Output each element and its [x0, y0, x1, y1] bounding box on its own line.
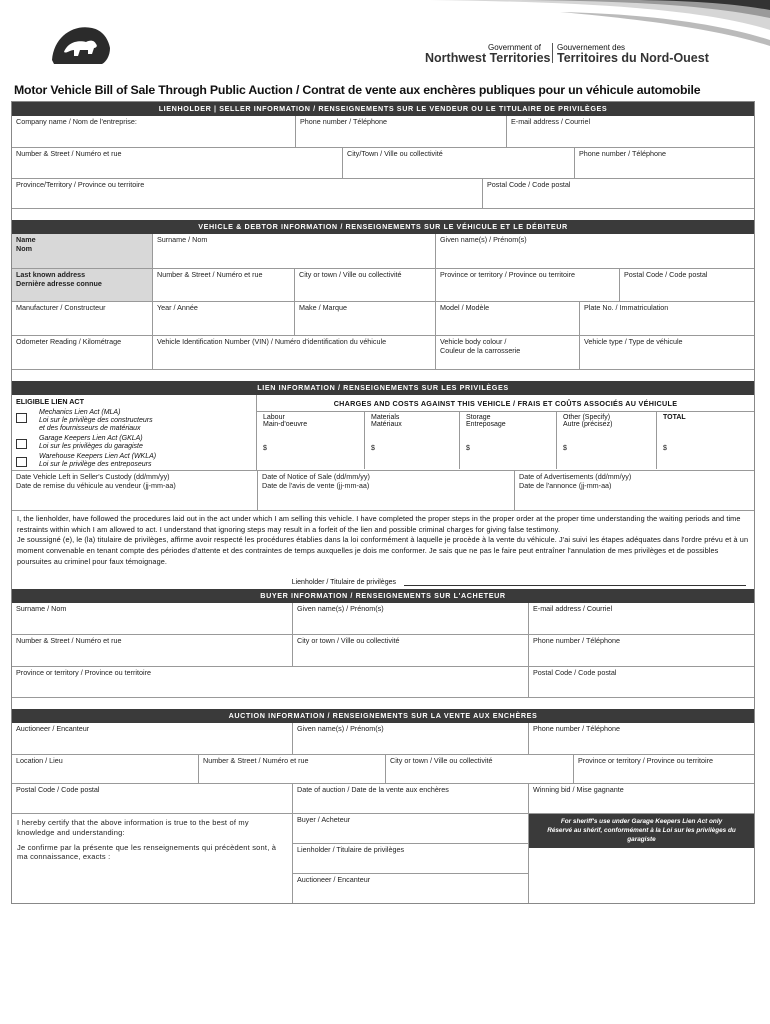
charges-title: CHARGES AND COSTS AGAINST THIS VEHICLE / FRAIS ET COÛTS ASSOCIÉS AU VÉHICULE [333, 399, 678, 408]
other-label: Other (Specify) [563, 414, 611, 421]
odometer-field[interactable]: Odometer Reading / Kilométrage [16, 337, 122, 346]
header-divider [552, 43, 553, 63]
certification-statement [12, 814, 292, 903]
materials-label-fr: Matériaux [371, 421, 402, 428]
sheriff-use-fr: Réservé au shérif, conformément à la Loi sur les privilèges du garagiste [547, 826, 736, 843]
date-adv-en: Date of Advertisements (dd/mm/yy) [519, 472, 632, 482]
auction-section-heading: AUCTION INFORMATION / RENSEIGNEMENTS SUR LA VENTE AUX ENCHÈRES [12, 709, 754, 723]
section-gap [12, 369, 754, 381]
sheriff-use-box [528, 814, 754, 903]
auction-postal-field[interactable]: Postal Code / Code postal [16, 785, 100, 795]
buyer-surname-field[interactable]: Surname / Nom [16, 604, 67, 614]
date-left-custody-field[interactable] [12, 471, 257, 510]
certify-fr: Je confirme par la présente que les renseignements qui précèdent sont, à ma connaissance, exacts : [17, 842, 277, 862]
auction-location-field[interactable]: Location / Lieu [16, 756, 63, 766]
date-adv-fr: Date de l'annonce (jj-mm-aa) [519, 480, 612, 490]
lienholder-signature-field[interactable]: Lienholder / Titulaire de privilèges [293, 844, 528, 874]
gov-fr-line1: Gouvernement des [557, 43, 626, 52]
lienholder-city-field[interactable]: City/Town / Ville ou collectivité [342, 148, 574, 178]
date-notice-en: Date of Notice of Sale (dd/mm/yy) [262, 472, 370, 482]
signature-block [292, 814, 528, 903]
make-field[interactable]: Make / Marque [294, 302, 435, 335]
buyer-section-heading: BUYER INFORMATION / RENSEIGNEMENTS SUR L'ACHETEUR [12, 589, 754, 603]
mla-label-fr2: et des fournisseurs de matériaux [39, 425, 141, 433]
other-header [556, 412, 656, 443]
gkla-checkbox[interactable] [16, 439, 27, 449]
auction-city-field[interactable]: City or town / Ville ou collectivité [385, 755, 573, 783]
mla-checkbox[interactable] [16, 413, 27, 423]
buyer-phone-field[interactable]: Phone number / Téléphone [528, 635, 754, 666]
wkla-label-fr: Loi sur le privilège des entreposeurs [39, 461, 152, 469]
wkla-label-en: Warehouse Keepers Lien Act (WKLA) [39, 453, 157, 461]
sheriff-use-banner [529, 814, 754, 848]
decorative-swoosh [0, 0, 770, 48]
auctioneer-field[interactable]: Auctioneer / Encanteur [16, 724, 90, 734]
date-notice-of-sale-field[interactable] [257, 471, 514, 510]
lienholder-phone2-field[interactable]: Phone number / Téléphone [574, 148, 754, 178]
materials-header [364, 412, 459, 443]
vin-field[interactable]: Vehicle Identification Number (VIN) / Numéro d'identification du véhicule [152, 336, 435, 369]
last-address-fr: Dernière adresse connue [16, 278, 102, 288]
labour-header [257, 412, 364, 443]
auction-street-field[interactable]: Number & Street / Numéro et rue [198, 755, 385, 783]
lienholder-phone-field[interactable]: Phone number / Téléphone [295, 116, 506, 147]
auctioneer-signature-field[interactable]: Auctioneer / Encanteur [297, 875, 371, 885]
debtor-street-field[interactable]: Number & Street / Numéro et rue [152, 269, 294, 301]
gov-en-line2: Northwest Territories [425, 51, 551, 65]
lienholder-street-field[interactable]: Number & Street / Numéro et rue [16, 149, 122, 158]
materials-label: Materials [371, 414, 400, 421]
sheriff-use-en: For sheriff's use under Garage Keepers Lien Act only [560, 818, 723, 826]
page-header [0, 0, 770, 78]
manufacturer-field[interactable]: Manufacturer / Constructeur [16, 303, 106, 312]
debtor-province-field[interactable]: Province or territory / Province ou territoire [435, 269, 619, 301]
charges-table [257, 395, 754, 470]
gov-en-line1: Government of [488, 43, 541, 52]
date-left-fr: Date de remise du véhicule au vendeur (jj-mm-aa) [16, 480, 176, 490]
certify-en: I hereby certify that the above information is true to the best of my knowledge and understanding: [17, 818, 249, 837]
other-label-fr: Autre (précisez) [563, 421, 613, 428]
mla-label-en: Mechanics Lien Act (MLA) [39, 409, 121, 416]
year-field[interactable]: Year / Année [152, 302, 294, 335]
buyer-postal-field[interactable]: Postal Code / Code postal [528, 667, 754, 697]
debtor-given-name-field[interactable]: Given name(s) / Prénom(s) [435, 234, 754, 268]
vehicle-type-field[interactable]: Vehicle type / Type de véhicule [579, 336, 754, 369]
lienholder-signature-line[interactable] [404, 576, 746, 586]
storage-amount-field[interactable]: $ [459, 443, 556, 469]
section-gap [12, 208, 754, 220]
vehicle-section-heading: VEHICLE & DEBTOR INFORMATION / RENSEIGNEMENTS SUR LE VÉHICULE ET LE DÉBITEUR [12, 220, 754, 234]
eligible-lien-act-title: ELIGIBLE LIEN ACT [16, 397, 85, 406]
labour-label-fr: Main-d'oeuvre [263, 421, 308, 428]
buyer-email-field[interactable]: E-mail address / Courriel [528, 603, 754, 634]
lienholder-province-field[interactable]: Province/Territory / Province ou territoire [16, 180, 145, 189]
document-title: Motor Vehicle Bill of Sale Through Public Auction / Contrat de vente aux enchères publiques pour un véhicule automobile [14, 83, 701, 97]
lienholder-declaration [12, 510, 754, 570]
last-address-label [12, 269, 152, 301]
body-colour-fr: Couleur de la carrosserie [440, 345, 521, 355]
company-name-field[interactable]: Company name / Nom de l'entreprise: [16, 117, 137, 126]
section-gap [12, 697, 754, 709]
gov-fr-line2: Territoires du Nord-Ouest [557, 51, 709, 65]
body-colour-en: Vehicle body colour / [440, 337, 507, 346]
lienholder-email-field[interactable]: E-mail address / Courriel [506, 116, 754, 147]
date-advertisements-field[interactable] [514, 471, 754, 510]
auction-province-field[interactable]: Province or territory / Province ou territoire [573, 755, 754, 783]
debtor-name-label [12, 234, 152, 268]
other-amount-field[interactable]: $ [556, 443, 656, 469]
mla-label-fr1: Loi sur le privilège des constructeurs [39, 417, 153, 425]
gkla-label-en: Garage Keepers Lien Act (GKLA) [39, 435, 143, 443]
lienholder-section-heading: LIENHOLDER | SELLER INFORMATION / RENSEIGNEMENTS SUR LE VENDEUR OU LE TITULAIRE DE PRIVILÈGES [12, 102, 754, 116]
labour-label: Labour [263, 414, 285, 421]
lienholder-postal-field[interactable]: Postal Code / Code postal [482, 179, 754, 208]
lienholder-signature-row [12, 570, 754, 589]
storage-label: Storage [466, 414, 491, 421]
total-header: TOTAL [656, 412, 754, 443]
buyer-given-name-field[interactable]: Given name(s) / Prénom(s) [292, 603, 528, 634]
nwt-bear-logo [44, 18, 114, 66]
date-notice-fr: Date de l'avis de vente (jj-mm-aa) [262, 480, 370, 490]
gkla-label-fr: Loi sur les privilèges du garagiste [39, 443, 143, 451]
storage-header [459, 412, 556, 443]
name-label-en: Name [16, 235, 36, 244]
debtor-surname-field[interactable]: Surname / Nom [152, 234, 435, 268]
labour-amount-field[interactable]: $ [263, 445, 267, 452]
eligible-lien-act-group [12, 395, 257, 470]
name-label-fr: Nom [16, 243, 32, 253]
plate-field[interactable]: Plate No. / Immatriculation [579, 302, 754, 335]
auctioneer-phone-field[interactable]: Phone number / Téléphone [528, 723, 754, 754]
declaration-en: I, the lienholder, have followed the procedures laid out in the act under which I am selling this vehicle. I have completed the proper steps in the proper order at the proper time understanding the waiting periods and time restraints within which I am allowed to act. I understand that ignoring steps may result in a forfeit of the lien and possible criminal charges for giving false testimony. [17, 514, 741, 534]
wkla-checkbox[interactable] [16, 457, 27, 467]
bill-of-sale-form [11, 101, 755, 904]
lien-section-heading: LIEN INFORMATION / RENSEIGNEMENTS SUR LES PRIVILÈGES [12, 381, 754, 395]
declaration-fr: Je soussigné (e), le (la) titulaire de privilèges, affirme avoir respecté les procédures établies dans la loi conformément à laquelle je procède à la vente du véhicule. J'ai suivi les étapes adéquates dans l'ordre prévu et à un moment convenable en tenant compte des périodes d'attente et des contraintes de temps auxquelles je dois me conformer. Je sais que ne pas le faire peut entraîner l'annulation de mes privilèges et de possibles poursuites au criminel pour faux témoignage. [17, 535, 749, 566]
buyer-signature-field[interactable]: Buyer / Acheteur [293, 814, 528, 844]
act-option-wkla [12, 452, 256, 470]
materials-amount-field[interactable]: $ [364, 443, 459, 469]
act-option-mla [12, 408, 256, 434]
buyer-street-field[interactable]: Number & Street / Numéro et rue [16, 636, 122, 646]
auctioneer-given-name-field[interactable]: Given name(s) / Prénom(s) [292, 723, 528, 754]
buyer-city-field[interactable]: City or town / Ville ou collectivité [292, 635, 528, 666]
debtor-city-field[interactable]: City or town / Ville ou collectivité [294, 269, 435, 301]
act-option-gkla [12, 434, 256, 452]
total-amount-field[interactable]: $ [656, 443, 754, 469]
model-field[interactable]: Model / Modèle [435, 302, 579, 335]
last-address-en: Last known address [16, 270, 86, 279]
storage-label-fr: Entreposage [466, 421, 506, 428]
buyer-province-field[interactable]: Province or territory / Province ou territoire [16, 668, 152, 678]
debtor-postal-field[interactable]: Postal Code / Code postal [619, 269, 754, 301]
date-left-en: Date Vehicle Left in Seller's Custody (dd/mm/yy) [16, 472, 170, 482]
auction-date-field[interactable]: Date of auction / Date de la vente aux enchères [292, 784, 528, 813]
body-colour-field[interactable] [435, 336, 579, 369]
winning-bid-field[interactable]: Winning bid / Mise gagnante [528, 784, 754, 813]
lienholder-signature-label: Lienholder / Titulaire de privilèges [291, 579, 396, 587]
